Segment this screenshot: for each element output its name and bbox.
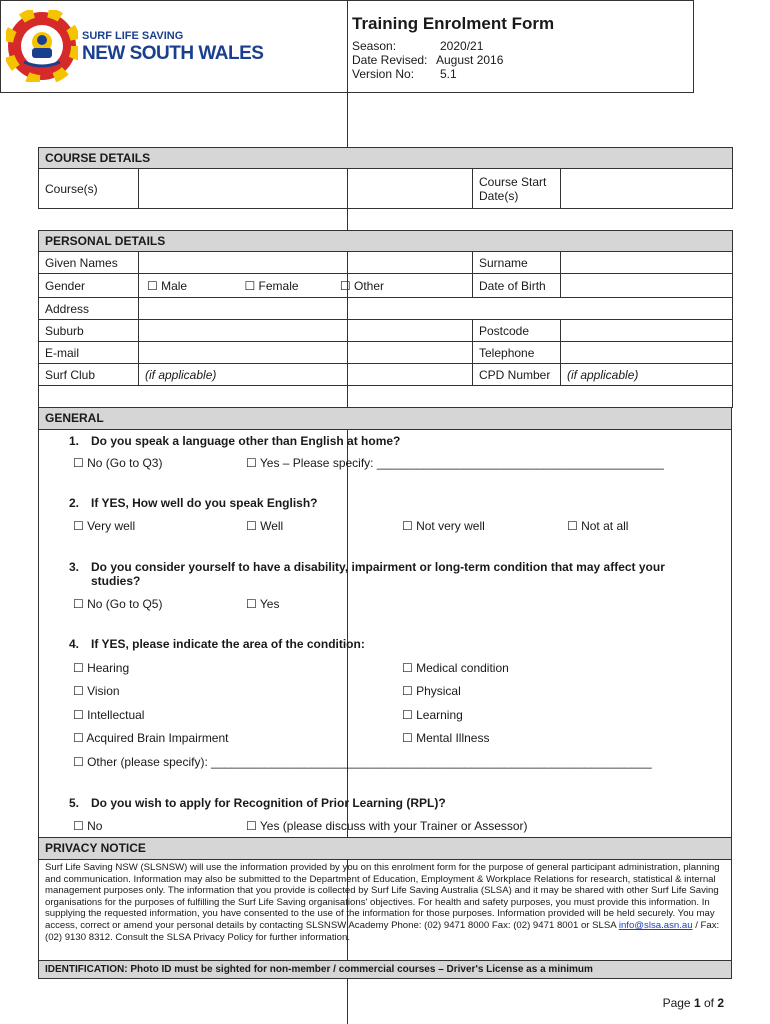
q4-learning-checkbox[interactable]: ☐ Learning <box>402 708 463 722</box>
page-number <box>663 996 724 1010</box>
revised-row <box>352 53 504 67</box>
suburb-label: Suburb <box>39 320 139 342</box>
q2-not-very-well-checkbox[interactable]: ☐ Not very well <box>402 519 485 533</box>
email-input[interactable] <box>139 342 473 364</box>
question-2 <box>69 496 318 510</box>
q1-no-checkbox[interactable]: ☐ No (Go to Q3) <box>73 456 163 470</box>
q1-text: Do you speak a language other than English at home? <box>91 434 401 448</box>
q2-well-checkbox[interactable]: ☐ Well <box>246 519 284 533</box>
lifesaver-ring-icon <box>6 10 78 82</box>
general-section <box>38 407 732 838</box>
q4-text: If YES, please indicate the area of the condition: <box>91 637 365 651</box>
q4-other-checkbox[interactable]: ☐ Other (please specify): __________________________________________________________________ <box>73 755 652 769</box>
question-4 <box>69 637 365 651</box>
q5-text: Do you wish to apply for Recognition of Prior Learning (RPL)? <box>91 796 446 810</box>
telephone-label: Telephone <box>473 342 561 364</box>
page-of: of <box>700 996 718 1010</box>
q4-vision-checkbox[interactable]: ☐ Vision <box>73 684 120 698</box>
q3-text: Do you consider yourself to have a disability, impairment or long-term condition that may affect your <box>91 560 665 574</box>
course-details-table <box>38 147 733 209</box>
given-names-label: Given Names <box>39 252 139 274</box>
page-total: 2 <box>717 996 724 1010</box>
start-date-label: Course Start Date(s) <box>473 169 561 209</box>
q4-intellectual-checkbox[interactable]: ☐ Intellectual <box>73 708 145 722</box>
surf-club-label: Surf Club <box>39 364 139 386</box>
start-date-input[interactable] <box>561 169 733 209</box>
personal-details-table <box>38 230 733 408</box>
gender-other-checkbox[interactable]: ☐ Other <box>339 278 385 293</box>
q4-hearing-checkbox[interactable]: ☐ Hearing <box>73 661 130 675</box>
question-3 <box>69 560 665 574</box>
page-current: 1 <box>693 996 701 1010</box>
identification-notice: IDENTIFICATION: Photo ID must be sighted for non-member / commercial courses – Driver's License as a minimum <box>39 960 731 978</box>
page-prefix: Page <box>662 996 694 1010</box>
question-5 <box>69 796 446 810</box>
telephone-input[interactable] <box>561 342 733 364</box>
postcode-input[interactable] <box>561 320 733 342</box>
logo-org-line1: SURF LIFE SAVING <box>82 30 184 42</box>
privacy-body-part2: / Fax: (02) 9130 8312. Consult the SLSA Privacy Policy for further information. <box>45 919 720 943</box>
revised-label: Date Revised: <box>352 53 428 67</box>
gender-female-checkbox[interactable]: ☐ Female <box>244 278 299 293</box>
version-row <box>352 67 457 81</box>
privacy-notice-text <box>45 862 725 943</box>
q5-no-checkbox[interactable]: ☐ No <box>73 819 103 833</box>
q3-yes-checkbox[interactable]: ☐ Yes <box>246 597 280 611</box>
q4-medical-checkbox[interactable]: ☐ Medical condition <box>402 661 509 675</box>
q5-yes-checkbox[interactable]: ☐ Yes (please discuss with your Trainer or Assessor) <box>246 819 528 833</box>
slsa-email-link[interactable]: info@slsa.asn.au <box>618 919 693 931</box>
q1-number: 1. <box>69 434 80 448</box>
address-input[interactable] <box>139 298 733 320</box>
form-header <box>0 0 694 93</box>
surf-club-input[interactable]: (if applicable) <box>139 364 473 386</box>
q3-text-continued: studies? <box>91 574 141 588</box>
q2-number: 2. <box>69 496 80 510</box>
privacy-body-part1: Surf Life Saving NSW (SLSNSW) will use the information provided by you on this enrolment form for the purpose of general participant administration, planning and communication. Information may also be submitted to the Department of Education, Employment & Workplace Relations for research, statistical & internal management purposes only. The information that you provide is collected by Surf Life Saving Australia (SLSA) and it may be shared with other Surf Life Saving organisations for the purposes of fulfilling the Surf Life Saving organisations' objectives. For health and safety purposes, you must provide this information. In supplying the requested information, you have consented to the use of the information for those purposes. Information provided will be held securely. You may access, correct or amend your personal details by contacting SLSNSW Academy Phone: (02) 9471 8000 Fax: (02) 9471 8001 or SLSA <box>45 862 720 931</box>
q1-yes-checkbox[interactable]: ☐ Yes – Please specify: ___________________________________________ <box>246 456 664 470</box>
postcode-label: Postcode <box>473 320 561 342</box>
revised-value: August 2016 <box>436 53 504 67</box>
q5-number: 5. <box>69 796 80 810</box>
surname-input[interactable] <box>561 252 733 274</box>
dob-label: Date of Birth <box>473 274 561 298</box>
season-label: Season: <box>352 39 397 53</box>
surname-label: Surname <box>473 252 561 274</box>
personal-section-title: PERSONAL DETAILS <box>39 231 733 252</box>
email-label: E-mail <box>39 342 139 364</box>
q4-brain-impairment-checkbox[interactable]: ☐ Acquired Brain Impairment <box>73 731 229 745</box>
q2-not-at-all-checkbox[interactable]: ☐ Not at all <box>567 519 629 533</box>
version-label: Version No: <box>352 67 415 81</box>
gender-label: Gender <box>39 274 139 298</box>
address-label: Address <box>39 298 139 320</box>
course-section-title: COURSE DETAILS <box>39 148 733 169</box>
suburb-input[interactable] <box>139 320 473 342</box>
q2-very-well-checkbox[interactable]: ☐ Very well <box>73 519 136 533</box>
q3-number: 3. <box>69 560 80 574</box>
gender-male-checkbox[interactable]: ☐ Male <box>147 278 188 293</box>
season-row <box>352 39 484 53</box>
course-label: Course(s) <box>39 169 139 209</box>
form-title: Training Enrolment Form <box>352 14 555 33</box>
q4-number: 4. <box>69 637 80 651</box>
q4-physical-checkbox[interactable]: ☐ Physical <box>402 684 461 698</box>
q3-no-checkbox[interactable]: ☐ No (Go to Q5) <box>73 597 163 611</box>
logo-org-line2: NEW SOUTH WALES <box>82 43 264 64</box>
slsnsw-logo <box>6 10 264 82</box>
q4-mental-illness-checkbox[interactable]: ☐ Mental Illness <box>402 731 490 745</box>
cpd-input[interactable]: (if applicable) <box>561 364 733 386</box>
season-value: 2020/21 <box>440 39 484 53</box>
course-input[interactable] <box>139 169 473 209</box>
privacy-section-title: PRIVACY NOTICE <box>39 838 731 860</box>
privacy-section <box>38 837 732 979</box>
cpd-label: CPD Number <box>473 364 561 386</box>
given-names-input[interactable] <box>139 252 473 274</box>
gender-options <box>139 274 473 298</box>
spacer-row <box>39 386 733 408</box>
general-section-title: GENERAL <box>39 408 731 430</box>
version-value: 5.1 <box>440 67 457 81</box>
q2-text: If YES, How well do you speak English? <box>91 496 318 510</box>
dob-input[interactable] <box>561 274 733 298</box>
question-1 <box>69 434 400 448</box>
